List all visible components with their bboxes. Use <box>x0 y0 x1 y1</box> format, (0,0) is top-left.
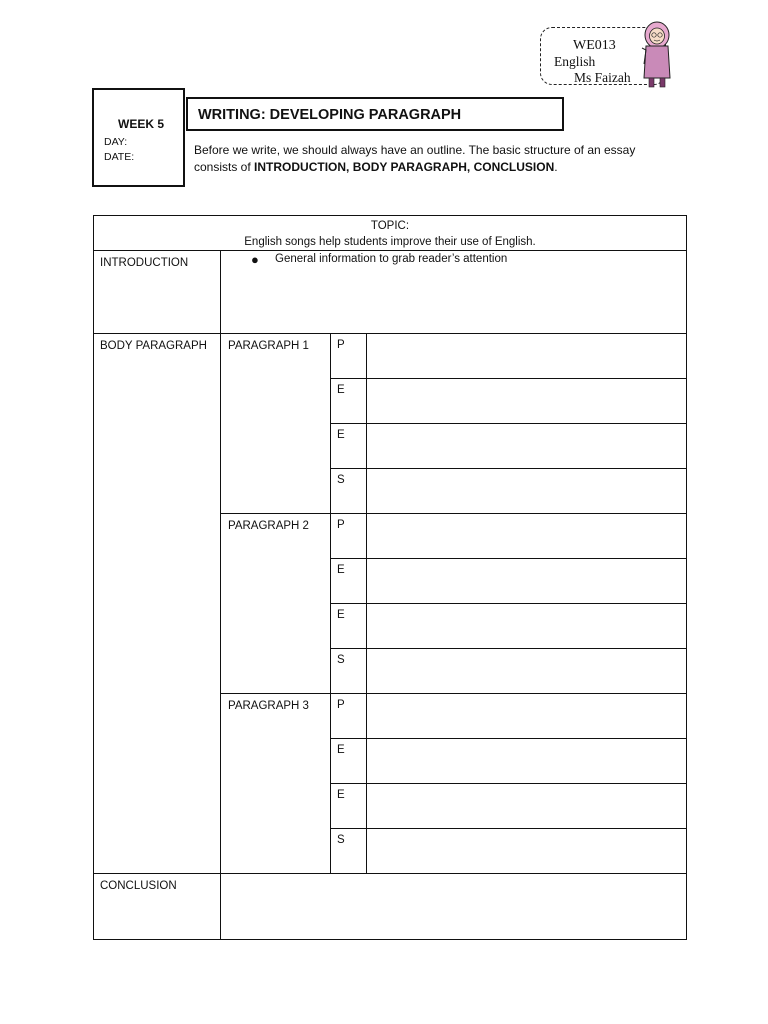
peel-letter: P <box>331 694 367 739</box>
day-label: DAY: <box>104 136 128 148</box>
answer-cell[interactable] <box>367 424 687 469</box>
answer-cell[interactable] <box>367 784 687 829</box>
topic-label: TOPIC: <box>370 220 410 232</box>
bullet-icon: ● <box>251 252 259 267</box>
course-code: WE013 <box>573 38 616 53</box>
paragraph-3-label: PARAGRAPH 3 <box>221 694 331 874</box>
paragraph-1-label: PARAGRAPH 1 <box>221 334 331 514</box>
teacher-avatar-icon <box>640 20 674 90</box>
conclusion-cell[interactable] <box>221 874 687 940</box>
answer-cell[interactable] <box>367 559 687 604</box>
week-label: WEEK 5 <box>118 117 165 131</box>
answer-cell[interactable] <box>367 739 687 784</box>
peel-letter: E <box>331 604 367 649</box>
introduction-bullet: General information to grab reader’s attention <box>275 253 508 265</box>
conclusion-label: CONCLUSION <box>94 874 221 940</box>
answer-cell[interactable] <box>367 379 687 424</box>
peel-letter: E <box>331 379 367 424</box>
body-paragraph-label: BODY PARAGRAPH <box>94 334 221 874</box>
answer-cell[interactable] <box>367 469 687 514</box>
date-label: DATE: <box>104 151 135 163</box>
instructions-emphasis: INTRODUCTION, BODY PARAGRAPH, CONCLUSION <box>254 160 555 174</box>
instructions-end: . <box>554 160 558 174</box>
peel-letter: P <box>331 514 367 559</box>
instructions-text: Before we write, we should always have an outline. The basic structure of an essay consists of <box>194 143 636 174</box>
teacher-name: Ms Faizah <box>574 70 631 85</box>
peel-letter: E <box>331 739 367 784</box>
week-box <box>92 88 185 187</box>
page-title: WRITING: DEVELOPING PARAGRAPH <box>186 97 564 131</box>
introduction-cell[interactable] <box>221 251 687 334</box>
topic-cell <box>94 216 687 251</box>
answer-cell[interactable] <box>367 514 687 559</box>
peel-letter: S <box>331 469 367 514</box>
introduction-label: INTRODUCTION <box>94 251 221 334</box>
instructions <box>194 142 664 176</box>
essay-outline-table <box>93 215 687 940</box>
course-subject: English <box>554 54 596 69</box>
paragraph-2-label: PARAGRAPH 2 <box>221 514 331 694</box>
answer-cell[interactable] <box>367 649 687 694</box>
peel-letter: E <box>331 559 367 604</box>
peel-letter: S <box>331 829 367 874</box>
answer-cell[interactable] <box>367 694 687 739</box>
peel-letter: S <box>331 649 367 694</box>
peel-letter: E <box>331 784 367 829</box>
answer-cell[interactable] <box>367 334 687 379</box>
peel-letter: P <box>331 334 367 379</box>
answer-cell[interactable] <box>367 604 687 649</box>
answer-cell[interactable] <box>367 829 687 874</box>
topic-text: English songs help students improve their use of English. <box>244 236 536 248</box>
peel-letter: E <box>331 424 367 469</box>
